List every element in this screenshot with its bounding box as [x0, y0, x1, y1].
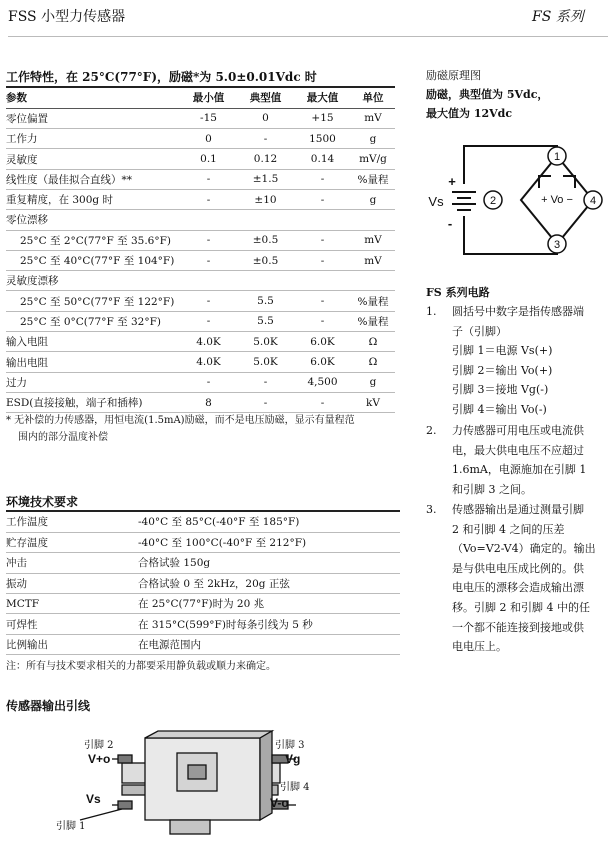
item3-line: 2 和引脚 4 之间的压差 — [452, 522, 565, 536]
env-key: 比例输出 — [6, 634, 138, 654]
item3-line: （Vo=V2-V4）确定的。输出 — [452, 542, 596, 556]
spec-row — [6, 332, 395, 352]
spec-max — [294, 210, 351, 230]
spec-row — [6, 352, 395, 372]
spec-param: 25°C 至 0°C(77°F 至 32°F) — [6, 311, 180, 331]
spec-footnote-line1: * 无补偿的力传感器，用恒电流(1.5mA)励磁，而不是电压励磁，显示有量程范 — [6, 415, 355, 426]
vs-label: Vs — [428, 194, 444, 209]
item1-line2: 子（引脚） — [452, 324, 507, 338]
col-unit: 单位 — [351, 88, 395, 108]
spec-unit: g — [351, 129, 395, 149]
spec-table — [6, 88, 395, 413]
vo-label: + Vo − — [541, 194, 573, 206]
spec-row — [6, 169, 395, 189]
item2-line: 力传感器可用电压或电流供 — [452, 424, 584, 437]
excitation-text — [426, 66, 548, 123]
spec-max: - — [294, 291, 351, 311]
page-title: FSS 小型力传感器 — [8, 9, 126, 25]
circuit-notes — [426, 302, 616, 662]
pin-definition: 引脚 2＝输出 Vo(+) — [452, 363, 553, 377]
env-key: 冲击 — [6, 553, 138, 573]
spec-typ: 0 — [237, 108, 294, 128]
spec-row — [6, 291, 395, 311]
col-min: 最小值 — [180, 88, 237, 108]
spec-min — [180, 210, 237, 230]
spec-param: 25°C 至 2°C(77°F 至 35.6°F) — [6, 230, 180, 250]
spec-row — [6, 108, 395, 128]
env-value: 合格试验 0 至 2kHz，20g 正弦 — [138, 573, 400, 593]
spec-param: 25°C 至 40°C(77°F 至 104°F) — [6, 250, 180, 270]
excitation-schematic — [420, 136, 616, 264]
spec-unit — [351, 210, 395, 230]
spec-min: - — [180, 250, 237, 270]
sensor-leads-diagram — [0, 725, 320, 850]
spec-param: 线性度（最佳拟合直线）** — [6, 169, 180, 189]
spec-unit: %量程 — [351, 169, 395, 189]
circuit-title: FS 系列电路 — [426, 286, 490, 299]
node-2: 2 — [489, 195, 497, 207]
pin-definition: 引脚 3＝接地 Vg(-) — [452, 383, 549, 397]
spec-min: 0.1 — [180, 149, 237, 169]
env-row — [6, 512, 400, 532]
item3-line: 移。引脚 2 和引脚 4 中的任 — [452, 601, 590, 614]
spec-unit: Ω — [351, 352, 395, 372]
env-row — [6, 594, 400, 614]
series-name: FS 系列 — [532, 9, 584, 25]
spec-max: 6.0K — [294, 352, 351, 372]
spec-header-row — [6, 88, 395, 108]
env-row — [6, 532, 400, 552]
leads-title: 传感器输出引线 — [6, 699, 91, 713]
spec-param: 输出电阻 — [6, 352, 180, 372]
node-1: 1 — [553, 151, 561, 163]
col-param: 参数 — [6, 88, 180, 108]
spec-typ — [237, 210, 294, 230]
spec-min: 0 — [180, 129, 237, 149]
node-3: 3 — [553, 239, 561, 251]
item2-line: 和引脚 3 之间。 — [452, 482, 532, 496]
spec-row — [6, 250, 395, 270]
spec-typ: 5.0K — [237, 332, 294, 352]
pin-definition: 引脚 4＝输出 Vo(-) — [452, 403, 547, 416]
spec-footnote — [6, 412, 402, 446]
pin1-label: 引脚 1 — [56, 821, 86, 832]
spec-row — [6, 189, 395, 209]
spec-param: 灵敏度漂移 — [6, 271, 180, 291]
spec-max: 0.14 — [294, 149, 351, 169]
item3-line: 电电压的漂移会造成输出漂 — [452, 581, 584, 595]
spec-typ: - — [237, 129, 294, 149]
spec-min: - — [180, 372, 237, 392]
item1-number: 1. — [426, 305, 437, 318]
spec-unit: %量程 — [351, 311, 395, 331]
item3-number: 3. — [426, 503, 437, 516]
spec-min: - — [180, 169, 237, 189]
spec-typ: 0.12 — [237, 149, 294, 169]
spec-param: 零位漂移 — [6, 210, 180, 230]
env-row — [6, 614, 400, 634]
spec-row — [6, 372, 395, 392]
spec-typ: 5.5 — [237, 311, 294, 331]
env-value: 在电源范围内 — [138, 634, 400, 654]
item1-line1: 圆括号中数字是指传感器端 — [452, 305, 584, 318]
spec-min: - — [180, 291, 237, 311]
spec-param: 灵敏度 — [6, 149, 180, 169]
env-key: 贮存温度 — [6, 532, 138, 552]
spec-max: - — [294, 250, 351, 270]
item2-line: 1.6mA，电源施加在引脚 1 — [452, 463, 587, 477]
env-key: 工作温度 — [6, 512, 138, 532]
spec-unit — [351, 271, 395, 291]
spec-max: - — [294, 189, 351, 209]
spec-row — [6, 210, 395, 230]
item3-line: 一个都不能连接到接地或供 — [452, 620, 584, 634]
excitation-line2: 最大值为 12Vdc — [426, 107, 513, 120]
env-note: 注：所有与技术要求相关的力都要采用静负载或顺力来确定。 — [6, 661, 276, 672]
spec-row — [6, 149, 395, 169]
item3-line: 传感器输出是通过测量引脚 — [452, 503, 584, 516]
spec-row — [6, 271, 395, 291]
spec-max: +15 — [294, 108, 351, 128]
pin2-signal: V+o — [88, 752, 111, 766]
spec-max: 6.0K — [294, 332, 351, 352]
spec-title: 工作特性，在 25°C(77°F)，励磁*为 5.0±0.01Vdc 时 — [6, 70, 317, 84]
pin3-label: 引脚 3 — [275, 740, 305, 751]
spec-min: -15 — [180, 108, 237, 128]
spec-unit: mV — [351, 108, 395, 128]
node-4: 4 — [589, 195, 597, 207]
col-max: 最大值 — [294, 88, 351, 108]
pin3-signal: Vg — [285, 752, 301, 766]
spec-max: 1500 — [294, 129, 351, 149]
env-row — [6, 573, 400, 593]
header-divider — [8, 36, 608, 37]
spec-min: 4.0K — [180, 352, 237, 372]
spec-unit: kV — [351, 392, 395, 412]
spec-min: - — [180, 230, 237, 250]
spec-unit: g — [351, 372, 395, 392]
spec-param: 工作力 — [6, 129, 180, 149]
spec-typ: ±10 — [237, 189, 294, 209]
spec-param: 输入电阻 — [6, 332, 180, 352]
battery-minus: - — [447, 216, 453, 231]
spec-typ: - — [237, 372, 294, 392]
env-title: 环境技术要求 — [6, 495, 79, 509]
env-key: 可焊性 — [6, 614, 138, 634]
spec-min — [180, 271, 237, 291]
env-value: -40°C 至 100°C(-40°F 至 212°F) — [138, 532, 400, 552]
spec-max: - — [294, 169, 351, 189]
spec-row — [6, 129, 395, 149]
spec-min: - — [180, 311, 237, 331]
spec-unit: mV/g — [351, 149, 395, 169]
pin4-label: 引脚 4 — [280, 782, 310, 793]
spec-row — [6, 311, 395, 331]
spec-max: - — [294, 311, 351, 331]
pin4-signal: V-o — [270, 796, 289, 810]
spec-max — [294, 271, 351, 291]
pin-definition: 引脚 1＝电源 Vs(+) — [452, 344, 553, 358]
env-row — [6, 634, 400, 654]
spec-min: 8 — [180, 392, 237, 412]
battery-plus: + — [448, 174, 456, 189]
env-value: 在 25°C(77°F)时为 20 兆 — [138, 594, 400, 614]
spec-typ: - — [237, 392, 294, 412]
spec-min: - — [180, 189, 237, 209]
spec-min: 4.0K — [180, 332, 237, 352]
sensor-body — [122, 731, 280, 834]
spec-typ: 5.5 — [237, 291, 294, 311]
env-key: 振动 — [6, 573, 138, 593]
spec-typ — [237, 271, 294, 291]
spec-max: - — [294, 230, 351, 250]
spec-param: ESD(直接接触，端子和插棒) — [6, 392, 180, 412]
pin2-label: 引脚 2 — [84, 740, 114, 751]
env-key: MCTF — [6, 594, 138, 614]
spec-typ: ±1.5 — [237, 169, 294, 189]
spec-param: 零位偏置 — [6, 108, 180, 128]
excitation-line1: 励磁，典型值为 5Vdc， — [426, 88, 549, 101]
item3-line: 是与供电电压成比例的。供 — [452, 561, 584, 575]
spec-typ: ±0.5 — [237, 230, 294, 250]
item3-line: 电电压上。 — [452, 640, 507, 654]
spec-row — [6, 230, 395, 250]
spec-typ: ±0.5 — [237, 250, 294, 270]
spec-max: 4,500 — [294, 372, 351, 392]
spec-typ: 5.0K — [237, 352, 294, 372]
spec-param: 过力 — [6, 372, 180, 392]
spec-unit: Ω — [351, 332, 395, 352]
env-value: 在 315°C(599°F)时每条引线为 5 秒 — [138, 614, 400, 634]
pin1-signal: Vs — [86, 792, 101, 806]
env-value: -40°C 至 85°C(-40°F 至 185°F) — [138, 512, 400, 532]
spec-unit: %量程 — [351, 291, 395, 311]
spec-row — [6, 392, 395, 412]
env-row — [6, 553, 400, 573]
spec-param: 重复精度，在 300g 时 — [6, 189, 180, 209]
item2-number: 2. — [426, 424, 437, 437]
spec-max: - — [294, 392, 351, 412]
col-typ: 典型值 — [237, 88, 294, 108]
spec-unit: g — [351, 189, 395, 209]
excitation-title: 励磁原理图 — [426, 69, 481, 82]
env-value: 合格试验 150g — [138, 553, 400, 573]
env-table — [6, 512, 400, 655]
spec-unit: mV — [351, 230, 395, 250]
spec-footnote-line2: 围内的部分温度补偿 — [18, 432, 108, 443]
spec-unit: mV — [351, 250, 395, 270]
spec-param: 25°C 至 50°C(77°F 至 122°F) — [6, 291, 180, 311]
battery-icon — [452, 192, 476, 210]
item2-line: 电，最大供电电压不应超过 — [452, 443, 584, 457]
